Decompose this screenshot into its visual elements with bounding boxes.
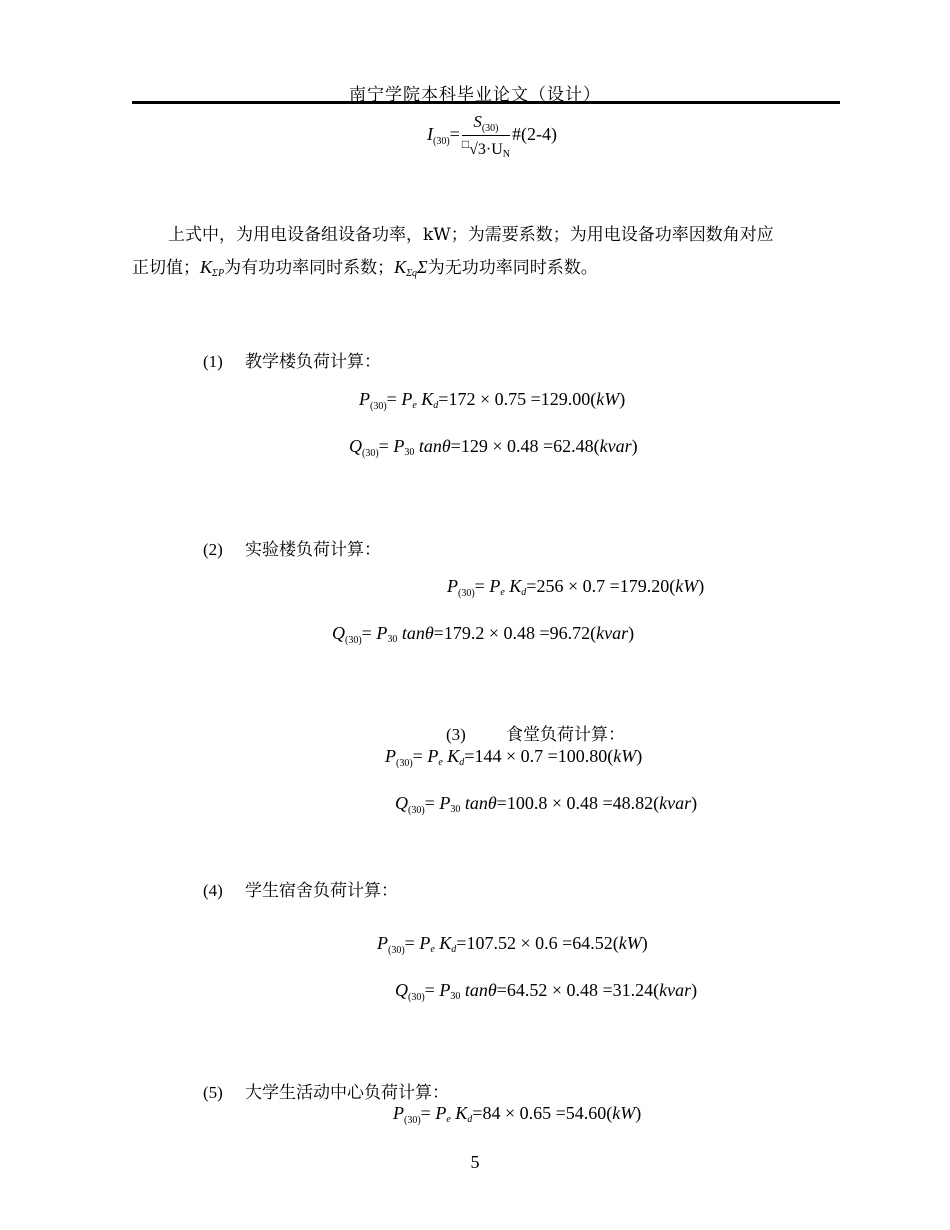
section-3-q-equation: $Q_{(30)}= P_{30}$ tanθ=100.8 × 0.48 =48.82(kvar) xyxy=(395,793,698,816)
section-3-heading xyxy=(446,720,625,745)
kp-symbol: K xyxy=(200,257,213,277)
section-title: 食堂负荷计算： xyxy=(506,725,625,745)
section-4-q-equation: $Q_{(30)}= P_{30}$ tanθ=64.52 × 0.48 =31.24(kvar) xyxy=(395,980,698,1003)
kp-sub: ΣP xyxy=(212,268,225,279)
q-expression: =64.52 × 0.48 =31.24 xyxy=(496,980,654,1000)
unit-kvar: kvar xyxy=(599,436,632,456)
section-title: 教学楼负荷计算： xyxy=(245,352,381,372)
kq-symbol: K xyxy=(394,257,407,277)
section-1-q-equation: $Q_{(30)}= P_{30}$ tanθ=129 × 0.48 =62.48(kvar) xyxy=(349,436,638,459)
q-expression: =129 × 0.48 =62.48 xyxy=(450,436,594,456)
section-5-heading xyxy=(203,1078,449,1103)
fraction-denominator: √3·U xyxy=(469,141,503,158)
section-number: (3) xyxy=(446,725,466,744)
section-number: (5) xyxy=(203,1083,223,1102)
p-expression: =84 × 0.65 =54.60 xyxy=(472,1103,607,1123)
kq-sigma: Σ xyxy=(417,257,428,277)
section-1-p-equation: $P_{(30)}= P_e$ $K_d=172 \times 0.75 =129.00(kW)$ xyxy=(359,389,626,412)
formula-fraction xyxy=(462,112,510,160)
page-header-title: 南宁学院本科毕业论文（设计） xyxy=(349,85,601,105)
paragraph-line-2a: 正切值； xyxy=(132,258,200,278)
formula-lhs: I xyxy=(427,124,433,145)
section-2-p-equation: $P_{(30)}= P_e$ $K_d=256 \times 0.7 =179.20(kW)$ xyxy=(447,576,705,599)
header-rule xyxy=(132,101,840,104)
explanation-paragraph xyxy=(132,219,842,290)
paragraph-line-1: 上式中，为用电设备组设备功率，kW；为需要系数；为用电设备功率因数角对应 xyxy=(168,225,774,245)
formula-lhs-sub: (30) xyxy=(433,136,450,148)
p-expression: =107.52 × 0.6 =64.52 xyxy=(456,933,613,953)
section-number: (2) xyxy=(203,540,223,559)
section-title: 学生宿舍负荷计算： xyxy=(245,881,398,901)
root-index: □ xyxy=(461,137,470,151)
section-4-p-equation: $P_{(30)}= P_e$ $K_d=107.52 \times 0.6 =64.52(kW)$ xyxy=(377,933,648,956)
unit-kw: kW xyxy=(613,746,637,766)
kq-sub: Σq xyxy=(406,268,418,279)
section-number: (1) xyxy=(203,352,223,371)
section-2-heading xyxy=(203,535,381,560)
section-1-heading xyxy=(203,347,381,372)
unit-kw: kW xyxy=(612,1103,636,1123)
unit-kw: kW xyxy=(596,389,620,409)
unit-kvar: kvar xyxy=(659,793,692,813)
p-expression: =256 × 0.7 =179.20 xyxy=(526,576,670,596)
paragraph-line-2c: 为无功功率同时系数。 xyxy=(427,258,598,278)
section-title: 大学生活动中心负荷计算： xyxy=(245,1083,449,1103)
section-5-p-equation: $P_{(30)}= P_e$ $K_d=84 \times 0.65 =54.60(kW)$ xyxy=(393,1103,642,1126)
section-3-p-equation: $P_{(30)}= P_e$ $K_d=144 \times 0.7 =100.80(kW)$ xyxy=(385,746,643,769)
q-expression: =179.2 × 0.48 =96.72 xyxy=(433,623,591,643)
section-number: (4) xyxy=(203,881,223,900)
section-title: 实验楼负荷计算： xyxy=(245,540,381,560)
page-number: 5 xyxy=(470,1152,480,1172)
unit-kw: kW xyxy=(675,576,699,596)
fraction-numerator: S xyxy=(473,112,482,131)
section-2-q-equation: $Q_{(30)}= P_{30}$ tanθ=179.2 × 0.48 =96.72(kvar) xyxy=(332,623,635,646)
formula-2-4: $I_{(30)}=$ $\frac{S_{(30)}}{^□√3\cdot U_N}$ #(2-4) xyxy=(427,112,557,160)
q-expression: =100.8 × 0.48 =48.82 xyxy=(496,793,654,813)
unit-kvar: kvar xyxy=(596,623,629,643)
unit-kvar: kvar xyxy=(659,980,692,1000)
formula-tag: #(2-4) xyxy=(511,124,557,145)
fraction-denominator-sub: N xyxy=(502,149,510,160)
p-expression: =144 × 0.7 =100.80 xyxy=(464,746,608,766)
paragraph-line-2b: 为有功功率同时系数； xyxy=(224,258,395,278)
fraction-numerator-sub: (30) xyxy=(481,123,499,134)
p-expression: =172 × 0.75 =129.00 xyxy=(438,389,591,409)
section-4-heading xyxy=(203,876,398,901)
unit-kw: kW xyxy=(618,933,642,953)
